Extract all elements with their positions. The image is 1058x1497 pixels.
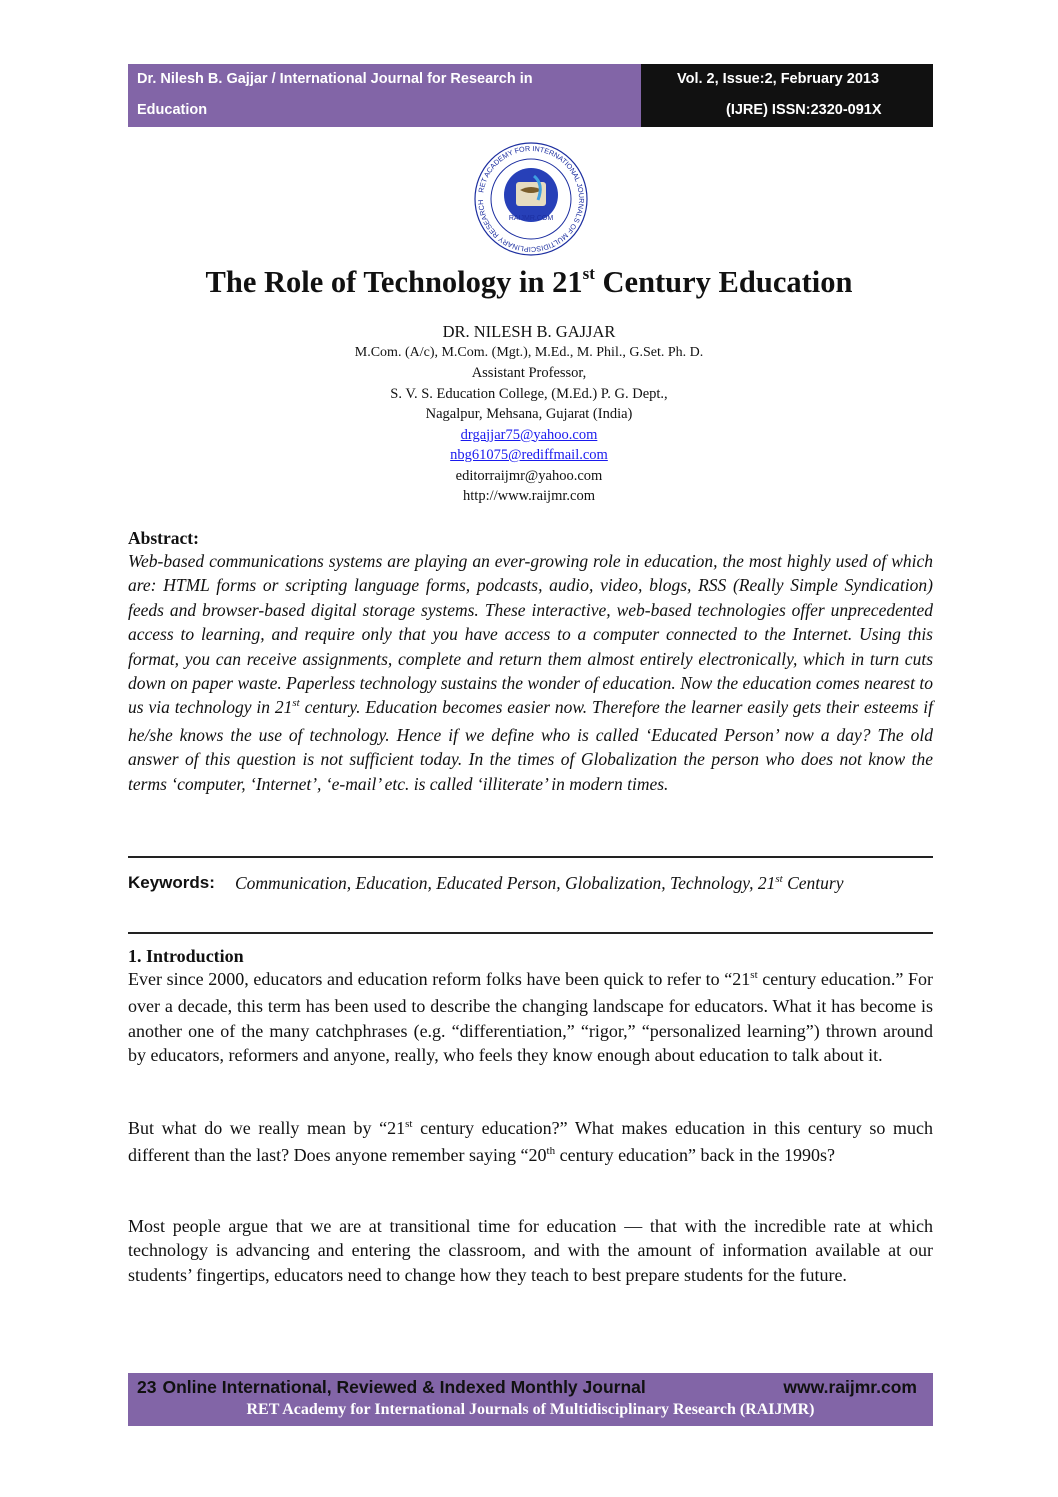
abstract-section xyxy=(128,527,933,796)
author-location: Nagalpur, Mehsana, Gujarat (India) xyxy=(425,406,633,422)
journal-seal-logo xyxy=(472,140,590,258)
journal-website: http://www.raijmr.com xyxy=(463,488,595,504)
header-journal-info xyxy=(128,64,641,127)
keywords-label: Keywords: xyxy=(128,873,215,892)
author-position: Assistant Professor, xyxy=(471,365,587,381)
footer-journal-line: 23 Online International, Reviewed & Indexed Monthly Journal xyxy=(137,1377,646,1397)
paper-title: The Role of Technology in 21st Century Education xyxy=(205,264,853,299)
header-author-journal: Dr. Nilesh B. Gajjar / International Journal for Research in xyxy=(137,71,533,87)
divider-rule xyxy=(128,856,933,858)
introduction-paragraph: But what do we really mean by “21st century education?” What makes education in this century so much different than the last? Does anyone remember saying “20th century education” back in the 1990s? xyxy=(128,1118,933,1166)
author-block xyxy=(0,322,1058,507)
introduction-paragraph: Ever since 2000, educators and education reform folks have been quick to refer to “21st century education.” For over a decade, this term has been used to describe the changing landscape for educators. What it has become is another one of the many catchphrases (e.g. “differentiation,” “rigor,” “personalized learning”) thrown around by educators, reformers and anyone, really, who feels they know enough about education to talk about it. xyxy=(128,969,934,1066)
introduction-section xyxy=(128,945,933,1068)
abstract-text: Web-based communications systems are playing an ever-growing role in education, the most highly used of which are: HTML forms or scripting language forms, podcasts, audio, video, blogs, RSS (Really Simple Syndication) feeds and browser-based digital storage systems. These interactive, web-based technologies offer unprecedented access to learning, and require only that you have access to a computer connected to the Internet. Using this format, you can receive assignments, complete and return them almost entirely electronically, which in turn cuts down on paper waste. Paperless technology sustains the wonder of education. Now the education comes nearest to us via technology in 21st century. Education becomes easier now. Therefore the learner easily gets their esteems if he/she knows the use of technology. Hence if we define who is called ‘Educated Person’ now a day? The old answer of this question is not sufficient today. In the times of Globalization the person who does not know the terms ‘computer, ‘Internet’, ‘e-mail’ etc. is called ‘illiterate’ in modern times. xyxy=(128,551,934,794)
introduction-heading: 1. Introduction xyxy=(128,946,244,966)
header-journal-subject: Education xyxy=(137,102,208,118)
author-name: DR. NILESH B. GAJJAR xyxy=(442,322,616,341)
author-email-link[interactable]: nbg61075@rediffmail.com xyxy=(450,447,608,463)
author-degrees: M.Com. (A/c), M.Com. (Mgt.), M.Ed., M. Phil., G.Set. Ph. D. xyxy=(354,344,704,360)
author-email-link[interactable]: drgajjar75@yahoo.com xyxy=(460,426,598,443)
header-issn: (IJRE) ISSN:2320-091X xyxy=(726,102,882,118)
keywords-list: Communication, Education, Educated Person, Globalization, Technology, 21st Century xyxy=(235,873,844,893)
header-volume-issue: Vol. 2, Issue:2, February 2013 xyxy=(677,71,880,87)
seal-ring-text: RET ACADEMY FOR INTERNATIONAL JOURNALS OF MULTIDISCIPLINARY RESEARCH xyxy=(475,143,587,255)
abstract-heading: Abstract: xyxy=(128,528,199,548)
header-issue-info xyxy=(641,64,933,127)
introduction-paragraph: Most people argue that we are at transitional time for education — that with the incredible rate at which technology is advancing and entering the classroom, and with the amount of information available at our students’ fingertips, educators need to change how they teach to best prepare students for the future. xyxy=(128,1216,933,1285)
footer-website: www.raijmr.com xyxy=(783,1377,917,1397)
journal-header xyxy=(128,64,933,127)
page-number: 23 xyxy=(137,1377,157,1397)
footer-publisher: RET Academy for International Journals of Multidisciplinary Research (RAIJMR) xyxy=(246,1401,815,1418)
journal-footer xyxy=(128,1373,933,1426)
seal-center-text: RAIJMR.COM xyxy=(508,215,554,222)
divider-rule xyxy=(128,932,933,934)
editor-email: editorraijmr@yahoo.com xyxy=(455,467,603,484)
author-institution: S. V. S. Education College, (M.Ed.) P. G. Dept., xyxy=(390,385,668,402)
